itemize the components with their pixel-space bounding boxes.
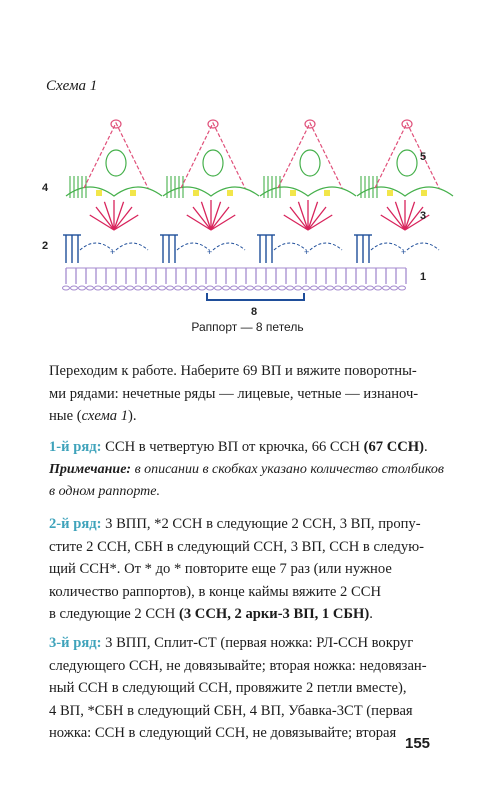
row-label-3: 3: [420, 210, 427, 222]
row-3-paragraph: [49, 632, 449, 745]
row-3-line: ный ССН в следующий ССН, провяжите 2 петли вместе),: [49, 680, 407, 696]
fan-stitch: [290, 207, 308, 230]
chain-stitch: [175, 286, 182, 290]
chain-stitch: [255, 286, 262, 290]
chain-stitch: [111, 286, 118, 290]
row-2-stitches: [63, 235, 439, 263]
highlight-stitch: [96, 190, 102, 196]
single-crochet-mark: +: [207, 247, 213, 257]
chain-stitch: [215, 286, 222, 290]
chain-stitch: [159, 286, 166, 290]
fan-stitch: [284, 215, 308, 230]
intro-line: Переходим к работе. Наберите 69 ВП и вяжите поворотны-: [49, 363, 417, 379]
row-label-4: 4: [42, 182, 49, 194]
chain-stitch: [119, 286, 126, 290]
note-line: в одном раппорте.: [49, 484, 160, 499]
crochet-chart: [44, 118, 454, 323]
chain-loop: [163, 187, 259, 196]
chain-arch: [177, 243, 209, 250]
highlight-stitch: [130, 190, 136, 196]
repeat-label: 8: [251, 306, 258, 318]
row-label-2: 2: [42, 240, 49, 252]
row-1-chain-stitches: [63, 268, 407, 290]
fan-stitch: [405, 202, 415, 230]
fan-stitch: [96, 207, 114, 230]
chain-stitch: [287, 286, 294, 290]
highlight-stitch: [324, 190, 330, 196]
highlight-stitch: [290, 190, 296, 196]
row-2-line: стите 2 ССН, СБН в следующий ССН, 3 ВП, ССН в следую-: [49, 538, 424, 555]
peak-chain: [181, 123, 245, 188]
chain-stitch: [63, 286, 70, 290]
puff-stitch: [106, 150, 126, 176]
fan-stitch: [308, 215, 332, 230]
fan-stitch: [308, 202, 318, 230]
chain-stitch: [351, 286, 358, 290]
peak-chain: [375, 123, 439, 188]
chain-arch: [407, 243, 439, 250]
fan-stitch: [104, 202, 114, 230]
chain-stitch: [103, 286, 110, 290]
puff-stitch: [397, 150, 417, 176]
row-3-stitches: [90, 200, 429, 230]
peak-chain: [84, 123, 148, 188]
note-line: Примечание: в описании в скобках указано количество столбиков: [49, 461, 444, 477]
intro-line: ные (схема 1).: [49, 408, 137, 424]
chain-stitch: [391, 286, 398, 290]
single-crochet-mark: +: [110, 247, 116, 257]
row-3-line: ножка: ССН в следующий ССН, не довязывайте; вторая: [49, 725, 397, 741]
chain-loop: [260, 187, 356, 196]
chain-arch: [80, 243, 112, 250]
chain-stitch: [263, 286, 270, 290]
single-crochet-mark: +: [401, 247, 407, 257]
chain-stitch: [375, 286, 382, 290]
row-1-label: 1-й ряд:: [49, 439, 102, 455]
chain-arch: [116, 243, 148, 250]
fan-stitch: [211, 202, 221, 230]
chain-stitch: [327, 286, 334, 290]
chain-stitch: [223, 286, 230, 290]
chain-stitch: [135, 286, 142, 290]
chain-arch: [213, 243, 245, 250]
chain-stitch: [79, 286, 86, 290]
chain-arch: [274, 243, 306, 250]
row-2-label: 2-й ряд:: [49, 516, 102, 532]
chain-stitch: [399, 286, 406, 290]
row-label-5: 5: [420, 151, 427, 163]
chain-stitch: [199, 286, 206, 290]
fan-stitch: [201, 202, 211, 230]
row-4-stitches: [66, 150, 453, 198]
chain-stitch: [335, 286, 342, 290]
puff-stitch: [300, 150, 320, 176]
puff-stitch: [203, 150, 223, 176]
highlight-stitch: [421, 190, 427, 196]
chain-stitch: [359, 286, 366, 290]
row-5-stitches: [84, 120, 439, 188]
chain-stitch: [167, 286, 174, 290]
row-2-line: 2-й ряд: 3 ВПП, *2 ССН в следующие 2 ССН, 3 ВП, пропу-: [49, 516, 421, 532]
page-number: 155: [405, 735, 431, 752]
fan-stitch: [211, 215, 235, 230]
chain-stitch: [271, 286, 278, 290]
fan-stitch: [298, 202, 308, 230]
chain-stitch: [343, 286, 350, 290]
repeat-bracket: [207, 293, 304, 300]
row-label-1: 1: [420, 271, 427, 283]
fan-stitch: [114, 215, 138, 230]
peak-chain: [278, 123, 342, 188]
chain-stitch: [95, 286, 102, 290]
chain-stitch: [383, 286, 390, 290]
chain-stitch: [207, 286, 214, 290]
chain-stitch: [127, 286, 134, 290]
chain-stitch: [367, 286, 374, 290]
chain-arch: [310, 243, 342, 250]
intro-line: ми рядами: нечетные ряды — лицевые, четные — изнаноч-: [49, 385, 419, 402]
chain-arch: [371, 243, 403, 250]
fan-stitch: [381, 215, 405, 230]
highlight-stitch: [227, 190, 233, 196]
chain-loop: [357, 187, 453, 196]
chain-stitch: [87, 286, 94, 290]
row-2-paragraph: [49, 513, 449, 626]
intro-paragraph: [49, 360, 449, 428]
row-2-line: щий ССН*. От * до * повторите еще 7 раз (или нужное: [49, 561, 392, 577]
chain-stitch: [279, 286, 286, 290]
row-3-line: 4 ВП, *СБН в следующий СБН, 4 ВП, Убавка-3СТ (первая: [49, 702, 413, 719]
chain-stitch: [231, 286, 238, 290]
fan-stitch: [211, 207, 229, 230]
chain-stitch: [191, 286, 198, 290]
fan-stitch: [90, 215, 114, 230]
chain-stitch: [71, 286, 78, 290]
fan-stitch: [114, 202, 124, 230]
chain-stitch: [311, 286, 318, 290]
fan-stitch: [114, 207, 132, 230]
chain-stitch: [151, 286, 158, 290]
fan-stitch: [308, 207, 326, 230]
fan-stitch: [395, 202, 405, 230]
chain-stitch: [183, 286, 190, 290]
chain-stitch: [143, 286, 150, 290]
chain-stitch: [239, 286, 246, 290]
chain-stitch: [319, 286, 326, 290]
figure-caption: Схема 1: [46, 78, 98, 94]
row-2-line: количество раппортов), в конце каймы вяжите 2 ССН: [49, 583, 381, 600]
fan-stitch: [387, 207, 405, 230]
rapport-caption: Раппорт — 8 петель: [191, 320, 304, 334]
row-3-line: следующего ССН, не довязывайте; вторая ножка: недовязан-: [49, 657, 427, 674]
chain-stitch: [247, 286, 254, 290]
fan-stitch: [187, 215, 211, 230]
highlight-stitch: [387, 190, 393, 196]
chain-stitch: [303, 286, 310, 290]
highlight-stitch: [193, 190, 199, 196]
row-1-line: 1-й ряд: ССН в четвертую ВП от крючка, 66 ССН (67 ССН).: [49, 439, 428, 455]
row-2-line: в следующие 2 ССН (3 ССН, 2 арки-3 ВП, 1 СБН).: [49, 606, 373, 622]
fan-stitch: [193, 207, 211, 230]
row-3-label: 3-й ряд:: [49, 635, 102, 651]
chain-stitch: [295, 286, 302, 290]
row-1-paragraph: [49, 436, 449, 504]
row-3-line: 3-й ряд: 3 ВПП, Сплит-СТ (первая ножка: РЛ-ССН вокруг: [49, 635, 414, 651]
chain-loop: [66, 187, 162, 196]
single-crochet-mark: +: [304, 247, 310, 257]
